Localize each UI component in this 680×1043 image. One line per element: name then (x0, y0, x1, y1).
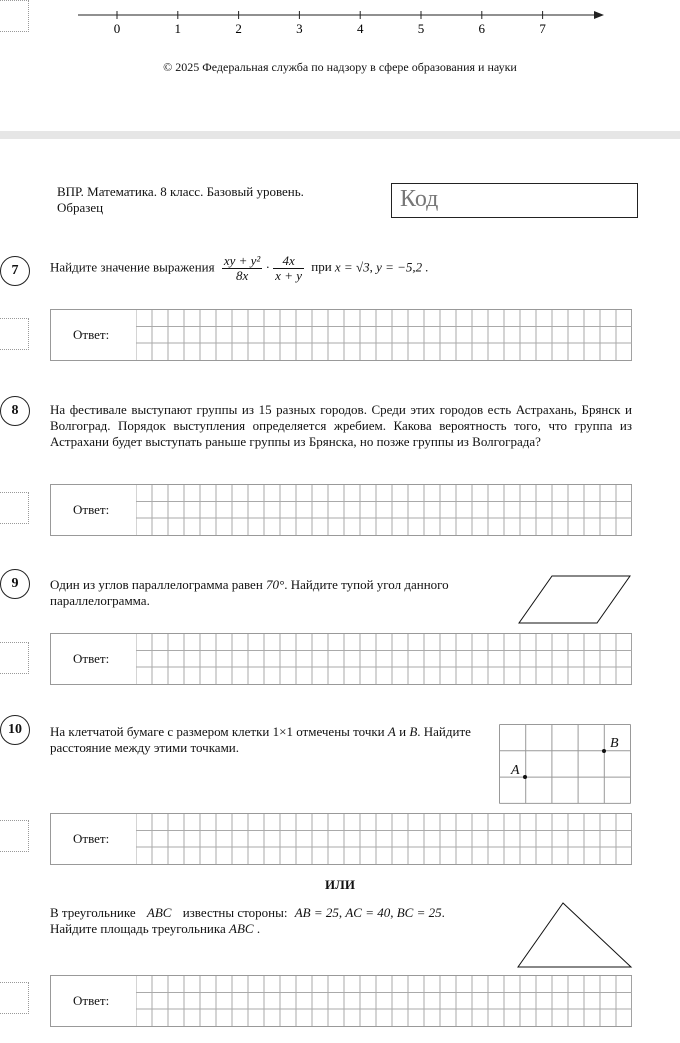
task-7-fraction-1 (222, 254, 262, 283)
answer-grid[interactable] (136, 634, 632, 684)
answer-box-7[interactable] (50, 309, 632, 361)
grid-points-figure (499, 724, 634, 806)
fraction-1-numerator: xy + y² (223, 253, 261, 268)
answer-label: Ответ: (73, 993, 110, 1008)
number-line-label: 3 (296, 21, 303, 36)
or-separator: ИЛИ (325, 877, 355, 892)
alt-text-a: В треугольнике (50, 905, 136, 920)
alt-triangle-name: ABC (146, 905, 172, 920)
task-7-at: при (311, 259, 332, 275)
margin-box (0, 642, 29, 674)
header-title (57, 184, 304, 216)
answer-box-10-alt[interactable] (50, 975, 632, 1027)
answer-box-8[interactable] (50, 484, 632, 536)
number-line-label: 5 (417, 21, 425, 36)
task-7-condition-x: x = √3 (334, 259, 370, 275)
task-number-8: 8 (0, 396, 30, 426)
code-field[interactable] (391, 183, 638, 218)
task-number-10: 10 (0, 715, 30, 745)
number-line-label: 1 (174, 21, 182, 36)
task-10-alt-line1: В треугольнике ABC известны стороны: AB = 25, AC = 40, BC = 25. (50, 905, 445, 920)
task-10-text (50, 724, 490, 756)
figure-point-b: B (610, 736, 619, 751)
answer-grid[interactable] (136, 976, 632, 1026)
number-line-label: 0 (113, 21, 121, 36)
margin-box (0, 982, 29, 1014)
answer-box-10[interactable] (50, 813, 632, 865)
task-7-text: Найдите значение выражения $\frac{\text{xy + y²}}{8x}$ · $\frac{4x}{x + y}$ при x = √3, y = −5,2 . (50, 253, 429, 283)
parallelogram-figure (515, 573, 635, 628)
task-7-fraction-2 (273, 254, 304, 283)
answer-label: Ответ: (73, 502, 110, 517)
number-line-label: 6 (478, 21, 486, 36)
answer-box-9[interactable] (50, 633, 632, 685)
task-9-text-a: Один из углов параллелограмма равен (50, 577, 263, 592)
task-9-angle: 70° (266, 577, 285, 592)
task-10-text-a: На клетчатой бумаге с размером клетки 1×1 отмечены точки (50, 724, 385, 739)
margin-box (0, 318, 29, 350)
margin-box (0, 820, 29, 852)
margin-box (0, 492, 29, 524)
task-10-alt-text (50, 905, 510, 937)
task-number-7: 7 (0, 256, 30, 286)
task-10-point-b: B (409, 724, 418, 739)
page-separator (0, 131, 680, 139)
triangle-figure (515, 900, 635, 970)
multiply-dot: · (265, 259, 270, 275)
task-10-and: и (399, 724, 407, 739)
task-7-condition-y: y = −5,2 . (376, 259, 429, 275)
side-bc: BC = 25 (396, 905, 442, 920)
task-9-text-b: . Найдите тупой угол данного параллелограмма. (50, 577, 449, 608)
header-title-line1: ВПР. Математика. 8 класс. Базовый уровень. (57, 184, 304, 199)
side-ac: AC = 40 (345, 905, 391, 920)
alt-triangle-name-2: ABC (229, 921, 254, 936)
number-line-label: 4 (356, 21, 364, 36)
side-ab: AB = 25 (294, 905, 339, 920)
alt-text-c: Найдите площадь треугольника (50, 921, 226, 936)
task-number-9: 9 (0, 569, 30, 599)
code-label: Код (400, 186, 439, 212)
number-line-label: 7 (539, 21, 546, 36)
task-10-text-b: . Найдите расстояние между этими точками. (50, 724, 471, 755)
answer-label: Ответ: (73, 651, 110, 666)
task-9-text (50, 577, 510, 609)
task-8-text: На фестивале выступают группы из 15 разных городов. Среди этих городов есть Астрахань, Брянск и Волгоград. Порядок выступления определяется жребием. Какова вероятность того, что группа из Астрахани будет выступать раньше группы из Брянска, но позже группы из Волгограда? (50, 402, 632, 449)
alt-text-b: известны стороны: (182, 905, 288, 920)
fraction-2-denominator: x + y (275, 268, 302, 283)
fraction-1-denominator: 8x (235, 268, 249, 283)
figure-point-a: A (511, 763, 520, 778)
task-10-point-a: A (387, 724, 396, 739)
task-10-alt-line2: Найдите площадь треугольника ABC . (50, 921, 261, 936)
task-7-intro: Найдите значение выражения (50, 259, 215, 275)
answer-label: Ответ: (73, 831, 110, 846)
copyright: © 2025 Федеральная служба по надзору в сфере образования и науки (163, 60, 517, 74)
number-line-label: 2 (235, 21, 242, 36)
answer-grid[interactable] (136, 485, 632, 535)
number-line (0, 0, 680, 45)
answer-grid[interactable] (136, 310, 632, 360)
fraction-2-numerator: 4x (273, 254, 304, 269)
header-title-line2: Образец (57, 200, 104, 215)
answer-grid[interactable] (136, 814, 632, 864)
answer-label: Ответ: (73, 327, 110, 342)
